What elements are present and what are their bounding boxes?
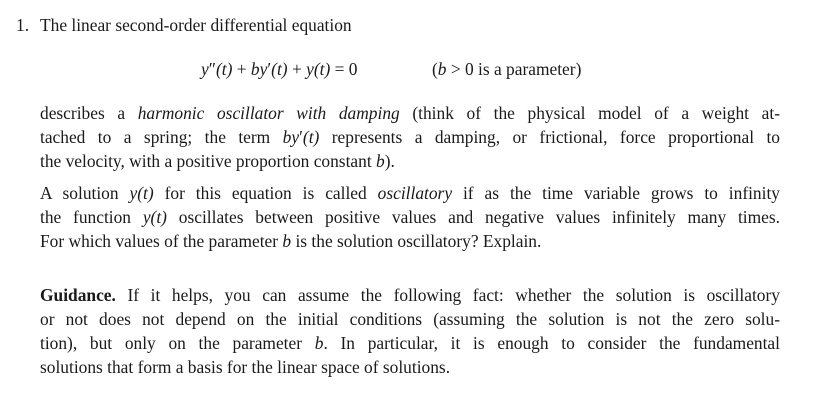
problem-number: 1. xyxy=(16,15,30,35)
guidance-paragraph: Guidance. If it helps, you can assume the following fact: whether the solution is oscillatory or not does not depend on the initial conditions (assuming the solution is not the zero solu- tion), but only on the parameter b. In particular, it is enough to consider the fundamental solutions that form a basis for the linear space of solutions. xyxy=(40,285,780,377)
differential-equation: y″(t) + by′(t) + y(t) = 0 xyxy=(201,59,358,79)
description-paragraph: describes a harmonic oscillator with damping (think of the physical model of a weight at- tached to a spring; the term by′(t) represents a damping, or frictional, force proportional to the velocity, with a positive proportion constant b). xyxy=(40,103,780,171)
guidance-label: Guidance. xyxy=(40,285,116,305)
oscillatory-definition-paragraph: A solution y(t) for this equation is called oscillatory if as the time variable grows to infinity the function y(t) oscillates between positive values and negative values infinitely many times. For which values of the parameter b is the solution oscillatory? Explain. xyxy=(40,183,780,251)
parameter-note: (b > 0 is a parameter) xyxy=(432,59,582,79)
problem-intro: The linear second-order differential equation xyxy=(40,15,352,35)
